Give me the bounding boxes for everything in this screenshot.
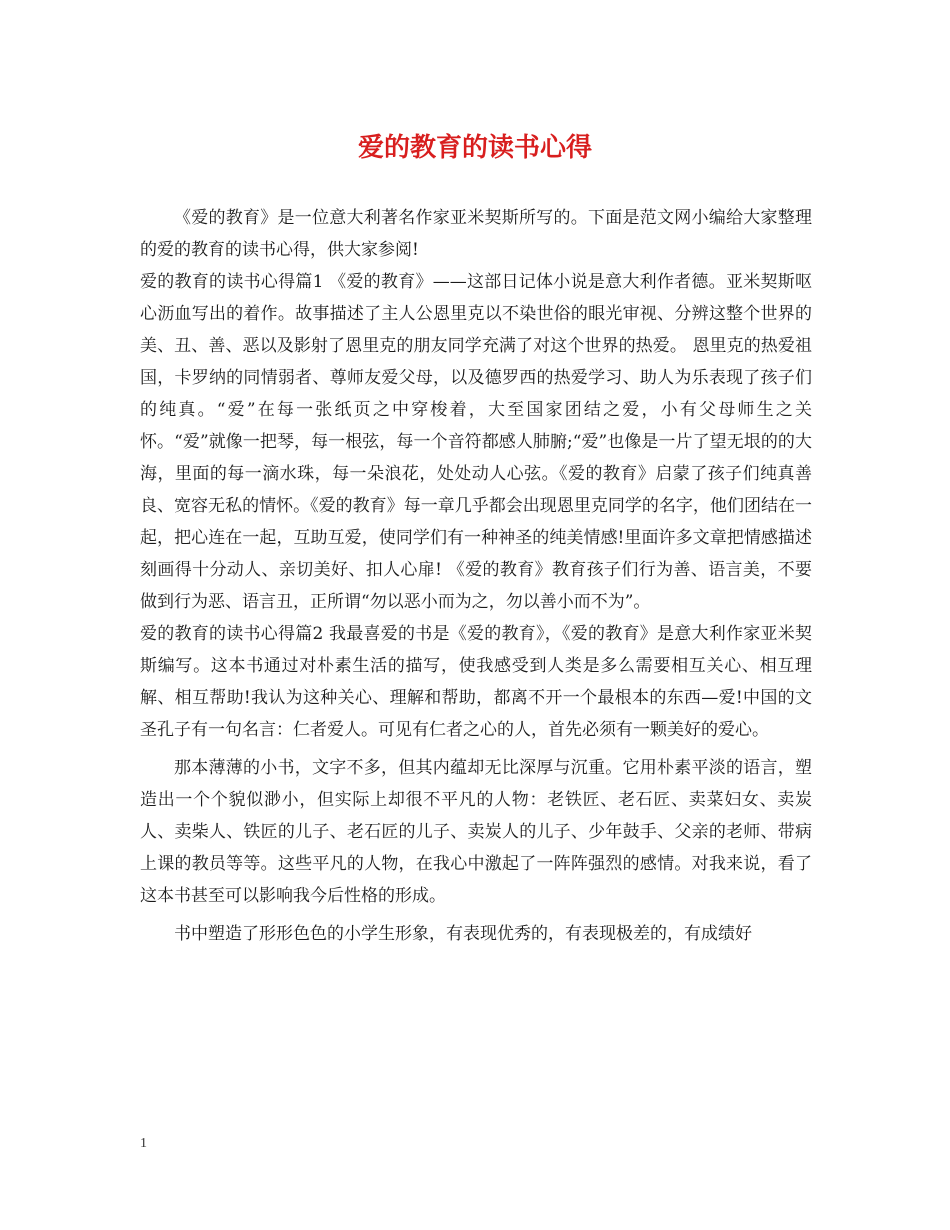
section-2-heading: 爱的教育的读书心得篇2	[140, 624, 324, 644]
section-2-text: 我最喜爱的书是《爱的教育》，《爱的教育》是意大利作家亚米契斯编写。这本书通过对朴素生活的描写，使我感受到人类是多么需要相互关心、相互理解、相互帮助!我认为这种关心、理解和帮助，都离不开一个最根本的东西—爱!中国的文圣孔子有一句名言：仁者爱人。可见有仁者之心的人，首先必须有一颗美好的爱心。	[140, 624, 812, 740]
page-number: 1	[140, 1136, 147, 1151]
section-1-heading: 爱的教育的读书心得篇1	[140, 272, 324, 292]
paragraph-3: 那本薄薄的小书，文字不多，但其内蕴却无比深厚与沉重。它用朴素平淡的语言，塑造出一个个貌似渺小，但实际上却很不平凡的人物：老铁匠、老石匠、卖菜妇女、卖炭人、卖柴人、铁匠的儿子、老石匠的儿子、卖炭人的儿子、少年鼓手、父亲的老师、带病上课的教员等等。这些平凡的人物，在我心中激起了一阵阵强烈的感情。对我来说，看了这本书甚至可以影响我今后性格的形成。	[140, 758, 812, 906]
section-2-paragraph	[140, 618, 812, 746]
section-1-text: 《爱的教育》——这部日记体小说是意大利作者德。亚米契斯呕心沥血写出的着作。故事描述了主人公恩里克以不染世俗的眼光审视、分辨这整个世界的美、丑、善、恶以及影射了恩里克的朋友同学充满了对这个世界的热爱。 恩里克的热爱祖国，卡罗纳的同情弱者、尊师友爱父母，以及德罗西的热爱学习、助人为乐表现了孩子们的纯真。“爱”在每一张纸页之中穿梭着，大至国家团结之爱，小有父母师生之关怀。“爱”就像一把琴，每一根弦，每一个音符都感人肺腑;“爱”也像是一片了望无垠的的大海，里面的每一滴水珠，每一朵浪花，处处动人心弦。《爱的教育》启蒙了孩子们纯真善良、宽容无私的情怀。《爱的教育》每一章几乎都会出现恩里克同学的名字，他们团结在一起，把心连在一起，互助互爱，使同学们有一种神圣的纯美情感!里面许多文章把情感描述刻画得十分动人、亲切美好、扣人心扉! 《爱的教育》教育孩子们行为善、语言美，不要做到行为恶、语言丑，正所谓“勿以恶小而为之，勿以善小而不为”。	[140, 272, 813, 612]
section-1-paragraph	[140, 266, 812, 618]
paragraph-4: 书中塑造了形形色色的小学生形象，有表现优秀的，有表现极差的，有成绩好	[174, 924, 752, 944]
intro-paragraph: 《爱的教育》是一位意大利著名作家亚米契斯所写的。下面是范文网小编给大家整理的爱的教育的读书心得，供大家参阅!	[140, 208, 812, 260]
document-body	[140, 202, 812, 950]
document-title: 爱的教育的读书心得	[357, 133, 592, 163]
